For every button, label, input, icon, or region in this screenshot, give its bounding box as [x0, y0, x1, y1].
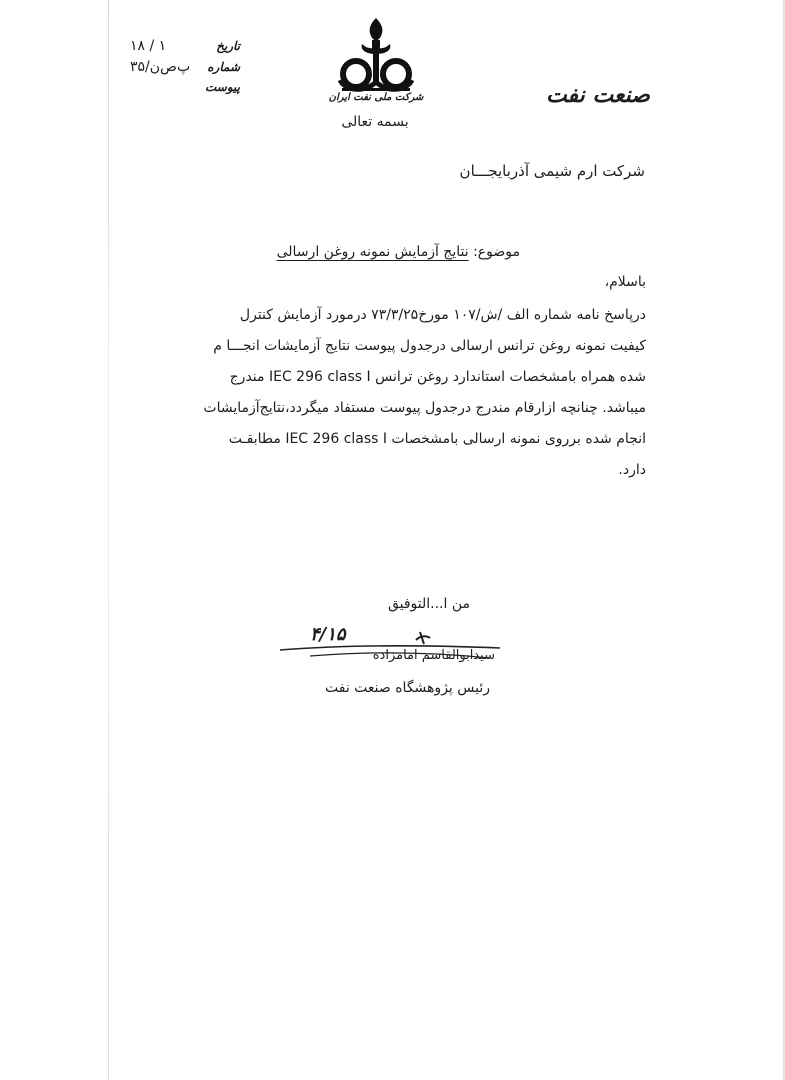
meta-attachment-row [130, 80, 240, 101]
body-line: کیفیت نمونه روغن ترانس ارسالی درجدول پیوست نتایج آزمایشات انجـــا م [213, 338, 646, 354]
signer-title: رئیس پژوهشگاه صنعت نفت [324, 680, 490, 696]
scan-edge-left [108, 0, 109, 1080]
body-line: میباشد. چنانچه ازارقام مندرج درجدول پیوست مستفاد میگردد،نتایج‌آزمایشات [203, 400, 646, 416]
meta-number-row [130, 59, 240, 80]
letter-body [152, 300, 646, 486]
recipient: شرکت ارم شیمی آذربایجـــان [459, 162, 645, 180]
body-line: شده همراه بامشخصات استاندارد روغن ترانس IEC 296 class I مندرج [229, 369, 646, 385]
salutation: باسلام، [604, 274, 646, 290]
subject-label: موضوع: [473, 244, 520, 260]
closing: من ا...التوفیق [387, 596, 470, 612]
meta-date-row [130, 38, 240, 59]
number-label: شماره [207, 60, 240, 74]
body-line: دارد. [618, 462, 646, 478]
number-value: پ‌ص‌ن/۳۵ [130, 59, 191, 75]
signature-date: ۴/۱۵ [310, 624, 346, 645]
body-line: درپاسخ نامه شماره الف /ش/۱۰۷ مورخ۷۳/۳/۲۵ درمورد آزمایش کنترل [239, 307, 646, 323]
subject-line [200, 244, 520, 260]
date-value: ۱۸ / ۱ [130, 38, 167, 54]
attachment-label: پیوست [205, 80, 240, 94]
bismillah: بسمه تعالی [341, 114, 409, 130]
logo-caption: شرکت ملی نفت ایران [328, 92, 424, 103]
signer-name: سیدابوالقاسم امامزاده [372, 648, 495, 663]
letter-meta [130, 38, 240, 101]
date-label: تاریخ [216, 39, 240, 53]
brand-name: صنعت نفت [545, 82, 650, 108]
body-line: انجام شده برروی نمونه ارسالی بامشخصات IEC 296 class I مطابقـت [228, 431, 646, 447]
subject-text: نتایج آزمایش نمونه روغن ارسالی [276, 244, 469, 260]
